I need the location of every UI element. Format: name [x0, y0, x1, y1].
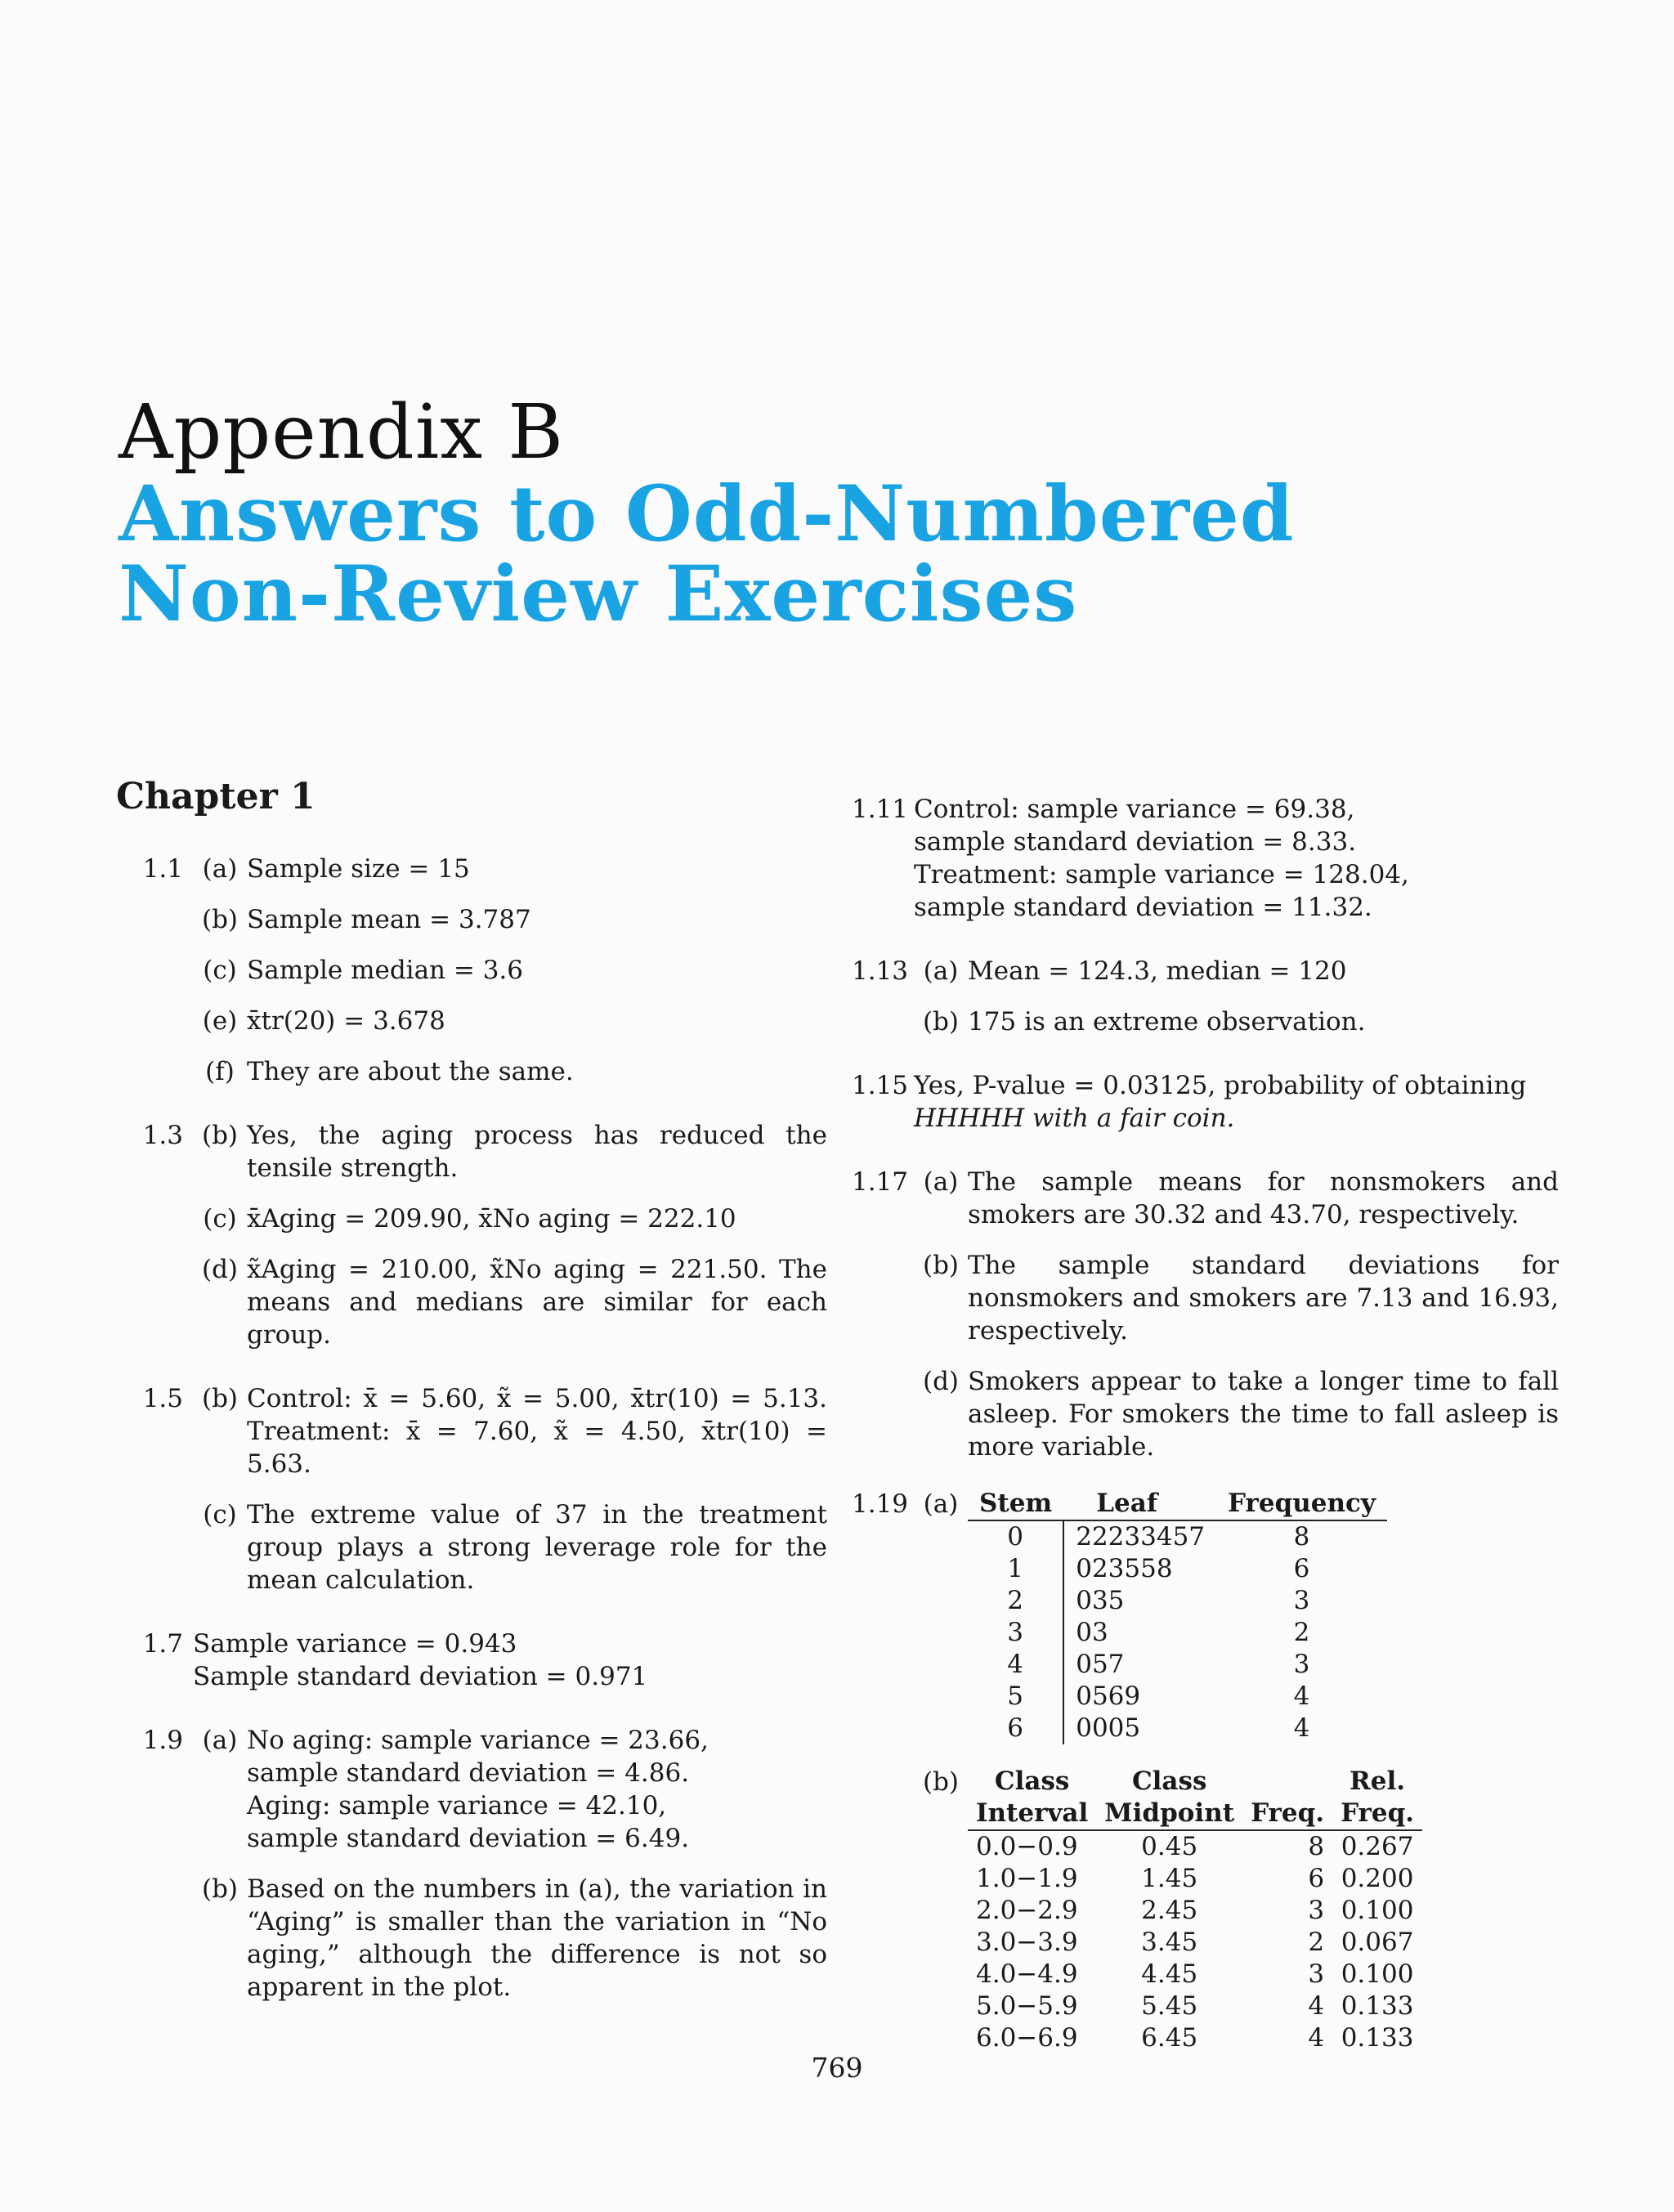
- exercise-number: 1.5: [142, 1384, 183, 1413]
- table-cell: 0.100: [1341, 1959, 1414, 1989]
- answer-part: [193, 1724, 827, 1855]
- table-cell: 3.45: [1141, 1928, 1198, 1957]
- column-header: Class: [994, 1766, 1070, 1796]
- part-label: (d): [201, 1255, 239, 1284]
- exercise-1-17: [852, 1166, 1559, 1463]
- exercise-number: 1.13: [852, 956, 909, 986]
- part-text: 175 is an extreme observation.: [968, 1007, 1366, 1037]
- part-label: (a): [202, 1726, 238, 1755]
- table-cell: 2: [1308, 1928, 1325, 1957]
- table-row: [968, 1553, 1387, 1585]
- table-cell: 2: [1293, 1618, 1310, 1647]
- answer-line: sample standard deviation = 4.86.: [247, 1758, 690, 1788]
- table-row: [968, 1617, 1387, 1649]
- table-cell: 2.45: [1141, 1896, 1198, 1925]
- answer-part: [193, 1498, 827, 1596]
- exercise-number: 1.15: [852, 1071, 909, 1100]
- table-cell: 6: [1308, 1864, 1325, 1893]
- part-label: (a): [923, 1167, 959, 1197]
- part-label: (c): [203, 1500, 237, 1529]
- table-row: [968, 1681, 1387, 1713]
- part-label: (b): [922, 1251, 960, 1280]
- stem-leaf-table: [968, 1488, 1387, 1744]
- answer-line: Yes, P-value = 0.03125, probability of obtaining: [914, 1071, 1527, 1100]
- part-text: Yes, the aging process has reduced the tensile strength.: [247, 1121, 827, 1183]
- answer-part: [193, 853, 827, 885]
- table-cell: 4: [1308, 1991, 1325, 2021]
- part-text: The sample standard deviations for nonsmokers and smokers are 7.13 and 16.93, respectively.: [968, 1251, 1559, 1346]
- answer-line: Aging: sample variance = 42.10,: [247, 1791, 667, 1820]
- table-cell: 4: [968, 1649, 1063, 1681]
- answer-part: [914, 1766, 1559, 2054]
- table-cell: 4: [1293, 1681, 1310, 1711]
- table-cell: 0.133: [1341, 2023, 1414, 2053]
- table-cell: 5.45: [1141, 1991, 1198, 2021]
- table-cell: 0.45: [1141, 1832, 1198, 1861]
- exercise-number: 1.9: [142, 1726, 183, 1755]
- frequency-table: [968, 1766, 1422, 2054]
- part-text: Sample mean = 3.787: [247, 905, 531, 934]
- part-label: (c): [203, 1204, 237, 1234]
- column-header: Stem: [968, 1488, 1063, 1520]
- column-header: Leaf: [1063, 1488, 1216, 1520]
- table-cell: 3: [1293, 1586, 1310, 1615]
- answer-line: Sample variance = 0.943: [193, 1629, 517, 1659]
- exercise-1-1: [116, 853, 827, 1088]
- table-row: [968, 1959, 1422, 1990]
- title-line-1: Answers to Odd-Numbered: [119, 469, 1295, 559]
- table-cell: 023558: [1076, 1554, 1173, 1583]
- table-cell: 03: [1076, 1618, 1108, 1647]
- right-column: [852, 793, 1559, 2085]
- part-text: x̄Aging = 209.90, x̄No aging = 222.10: [247, 1204, 736, 1234]
- part-label: (a): [923, 1489, 959, 1519]
- answer-part: [914, 1249, 1559, 1347]
- column-header: Frequency: [1216, 1488, 1387, 1520]
- part-label: (a): [923, 956, 959, 986]
- table-cell: 2: [968, 1585, 1063, 1617]
- answer-part: [914, 1488, 1559, 1744]
- part-label: (b): [201, 1384, 239, 1413]
- part-label: (f): [205, 1057, 235, 1086]
- part-label: (c): [203, 956, 237, 985]
- part-label: (b): [922, 1767, 960, 1797]
- exercise-1-3: [116, 1119, 827, 1351]
- table-cell: 2.0−2.9: [976, 1896, 1078, 1925]
- table-cell: 4.45: [1141, 1959, 1198, 1989]
- answer-line: Control: sample variance = 69.38,: [914, 795, 1355, 824]
- appendix-label: Appendix B: [119, 388, 564, 476]
- table-cell: 0.200: [1341, 1864, 1414, 1893]
- exercise-number: 1.19: [852, 1489, 909, 1519]
- part-label: (a): [202, 854, 238, 884]
- column-header: Freq.: [1242, 1798, 1332, 1830]
- table-cell: 3: [1308, 1896, 1325, 1925]
- answer-line: Sample standard deviation = 0.971: [193, 1662, 648, 1691]
- column-header: Interval: [968, 1798, 1096, 1830]
- column-header: Midpoint: [1096, 1798, 1242, 1830]
- answer-line: No aging: sample variance = 23.66,: [247, 1726, 709, 1755]
- answer-line: HHHHH with a fair coin.: [914, 1104, 1235, 1133]
- chapter-heading: Chapter 1: [116, 776, 316, 817]
- table-cell: 3.0−3.9: [976, 1928, 1078, 1957]
- table-cell: 0.100: [1341, 1896, 1414, 1925]
- exercise-number: 1.1: [142, 854, 183, 884]
- answer-part: [193, 1119, 827, 1184]
- table-cell: 3: [1308, 1959, 1325, 1989]
- exercise-1-5: [116, 1382, 827, 1596]
- table-row: [968, 1713, 1387, 1744]
- part-text: The extreme value of 37 in the treatment group plays a strong leverage role for the mean calculation.: [247, 1500, 827, 1595]
- answer-part: [193, 1202, 827, 1235]
- table-cell: 0569: [1076, 1681, 1141, 1711]
- answer-line: Treatment: sample variance = 128.04,: [914, 860, 1409, 889]
- part-text: x̃Aging = 210.00, x̃No aging = 221.50. The means and medians are similar for each group.: [247, 1255, 827, 1350]
- exercise-1-15: [852, 1069, 1559, 1135]
- answer-part: [193, 903, 827, 936]
- column-header: Freq.: [1332, 1798, 1422, 1830]
- table-cell: 6: [968, 1713, 1063, 1744]
- exercise-1-13: [852, 955, 1559, 1038]
- part-label: (d): [922, 1367, 960, 1396]
- part-text: They are about the same.: [247, 1057, 574, 1086]
- table-row: [968, 1830, 1422, 1863]
- table-cell: 8: [1293, 1522, 1310, 1552]
- part-label: (b): [922, 1007, 960, 1037]
- table-cell: 1.0−1.9: [976, 1864, 1078, 1893]
- table-row: [968, 2022, 1422, 2054]
- answer-part: [193, 1005, 827, 1037]
- answer-part: [193, 1253, 827, 1351]
- exercise-number: 1.11: [852, 795, 909, 824]
- table-cell: 035: [1076, 1586, 1125, 1615]
- table-cell: 6: [1293, 1554, 1310, 1583]
- table-cell: 4: [1308, 2023, 1325, 2053]
- answer-part: [914, 955, 1559, 987]
- answer-line: sample standard deviation = 6.49.: [247, 1824, 690, 1853]
- table-cell: 5.0−5.9: [976, 1991, 1078, 2021]
- column-header: Class: [1131, 1766, 1207, 1796]
- table-cell: 1.45: [1141, 1864, 1198, 1893]
- part-label: (b): [201, 1874, 239, 1904]
- part-label: (b): [201, 1121, 239, 1150]
- part-text: x̄tr(20) = 3.678: [247, 1006, 445, 1036]
- title-block: [119, 388, 1426, 639]
- answer-part: [914, 1166, 1559, 1231]
- part-text: Based on the numbers in (a), the variation in “Aging” is smaller than the variation in “No aging,” although the difference is not so apparent in the plot.: [247, 1874, 827, 2002]
- table-cell: 0.067: [1341, 1928, 1414, 1957]
- table-cell: 057: [1076, 1650, 1125, 1679]
- table-row: [968, 1863, 1422, 1895]
- answer-part: [193, 954, 827, 987]
- table-row: [968, 1649, 1387, 1681]
- left-column: [116, 776, 827, 2035]
- table-cell: 0005: [1076, 1713, 1141, 1743]
- exercise-number: 1.3: [142, 1121, 183, 1150]
- table-cell: 22233457: [1076, 1522, 1206, 1552]
- column-header: [1242, 1766, 1332, 1798]
- answer-part: [914, 1005, 1559, 1038]
- table-cell: 5: [968, 1681, 1063, 1713]
- table-row: [968, 1895, 1422, 1927]
- table-row: [968, 1990, 1422, 2022]
- table-row: [968, 1927, 1422, 1959]
- exercise-1-19: [852, 1488, 1559, 2054]
- column-header: Rel.: [1349, 1766, 1406, 1796]
- answer-part: [193, 1382, 827, 1480]
- table-cell: 0.0−0.9: [976, 1832, 1078, 1861]
- table-cell: 3: [1293, 1650, 1310, 1679]
- page-number: 769: [811, 2052, 863, 2084]
- table-cell: 0: [968, 1520, 1063, 1553]
- part-label: (e): [202, 1006, 238, 1036]
- exercise-number: 1.17: [852, 1167, 909, 1197]
- part-text: Smokers appear to take a longer time to fall asleep. For smokers the time to fall asleep is more variable.: [968, 1367, 1559, 1462]
- exercise-1-11: [852, 793, 1559, 924]
- answer-part: [193, 1873, 827, 2004]
- part-text: Sample median = 3.6: [247, 956, 524, 985]
- part-text: Mean = 124.3, median = 120: [968, 956, 1347, 986]
- table-cell: 4: [1293, 1713, 1310, 1743]
- part-label: (b): [201, 905, 239, 934]
- table-cell: 4.0−4.9: [976, 1959, 1078, 1989]
- answer-part: [193, 1055, 827, 1088]
- part-text: The sample means for nonsmokers and smokers are 30.32 and 43.70, respectively.: [968, 1167, 1559, 1229]
- table-cell: 6.45: [1141, 2023, 1198, 2053]
- part-text: Sample size = 15: [247, 854, 470, 884]
- table-row: [968, 1585, 1387, 1617]
- table-cell: 1: [968, 1553, 1063, 1585]
- answer-part: [914, 1365, 1559, 1463]
- exercise-1-7: [116, 1628, 827, 1693]
- table-cell: 3: [968, 1617, 1063, 1649]
- exercise-1-9: [116, 1724, 827, 2004]
- title-line-2: Non-Review Exercises: [119, 549, 1078, 639]
- table-row: [968, 1520, 1387, 1553]
- table-cell: 0.133: [1341, 1991, 1414, 2021]
- part-text: Control: x̄ = 5.60, x̃ = 5.00, x̄tr(10) = 5.13. Treatment: x̄ = 7.60, x̃ = 4.50, x̄tr(10) = 5.63.: [247, 1384, 827, 1479]
- answer-line: sample standard deviation = 8.33.: [914, 827, 1357, 857]
- exercise-number: 1.7: [142, 1629, 183, 1659]
- table-cell: 8: [1308, 1832, 1325, 1861]
- answer-line: sample standard deviation = 11.32.: [914, 893, 1372, 922]
- table-cell: 0.267: [1341, 1832, 1414, 1861]
- table-cell: 6.0−6.9: [976, 2023, 1078, 2053]
